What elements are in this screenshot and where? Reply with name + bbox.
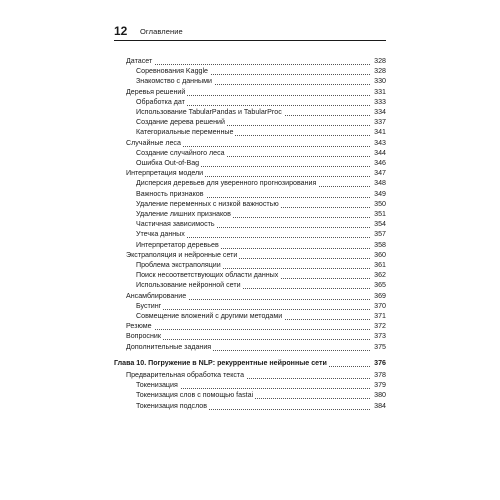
toc-entry-page: 361 <box>374 261 386 269</box>
toc-entry-page: 360 <box>374 250 386 259</box>
toc-entry <box>114 251 386 260</box>
toc-entry-page: 343 <box>374 138 386 147</box>
toc-entry-title: Дисперсия деревьев для уверенного прогнозирования <box>136 179 317 188</box>
toc-entry <box>114 371 386 380</box>
toc-entry <box>114 88 386 97</box>
toc-entry <box>114 159 386 168</box>
toc-entry-title: Использование TabularPandas и TabularProc <box>136 108 282 116</box>
toc-entry-page: 347 <box>374 169 386 178</box>
toc-entry-page: 373 <box>374 332 386 341</box>
toc-entry-title: Интерпретатор деревьев <box>136 240 219 249</box>
toc-entry-title: Интерпретация модели <box>126 169 204 178</box>
toc-entry-title: Использование нейронной сети <box>136 281 241 290</box>
toc-entry-title: Случайные леса <box>126 138 181 147</box>
toc-entry-title: Знакомство с данными <box>136 77 212 86</box>
toc-entry <box>114 271 386 280</box>
toc-entry <box>114 149 386 158</box>
toc-entry-page: 334 <box>374 108 386 116</box>
dot-leader <box>126 63 370 65</box>
toc-entry-title: Деревья решений <box>126 87 186 96</box>
toc-entry <box>114 391 386 400</box>
toc-entry-title: Совмещение вложений с другими методами <box>136 312 283 320</box>
toc-entry-page: 376 <box>374 358 386 367</box>
toc-entry <box>114 281 386 290</box>
toc-entry-page: 346 <box>374 159 386 167</box>
toc-entry-title: Соревнования Kaggle <box>136 67 209 76</box>
toc-entry-page: 341 <box>374 128 386 137</box>
toc-entry-title: Ансамблирование <box>126 291 187 300</box>
toc-entry <box>114 67 386 76</box>
toc-entry-page: 354 <box>374 220 386 229</box>
toc-entry <box>114 169 386 178</box>
page-header <box>114 26 386 41</box>
toc-entry-title: Резюме <box>126 322 152 331</box>
toc-entry-page: 378 <box>374 371 386 379</box>
dot-leader <box>126 328 370 330</box>
toc-entry-page: 369 <box>374 291 386 300</box>
toc-entry <box>114 118 386 127</box>
toc-entry-title: Проблема экстраполяции <box>136 261 221 269</box>
toc-entry-page: 371 <box>374 312 386 320</box>
toc-entry-title: Вопросник <box>126 332 161 341</box>
toc-entry-title: Создание случайного леса <box>136 148 225 157</box>
toc-entry-page: 328 <box>374 57 386 65</box>
toc-entry <box>114 381 386 390</box>
toc-entry-title: Токенизация слов с помощью fastai <box>136 391 254 400</box>
running-head: Оглавление <box>140 27 183 36</box>
toc-entry-page: 333 <box>374 97 386 106</box>
toc-entry <box>114 261 386 270</box>
toc-entry <box>114 343 386 352</box>
toc-entry-title: Категориальные переменные <box>136 128 234 137</box>
toc-entry <box>114 312 386 321</box>
toc-entry-title: Важность признаков <box>136 189 204 198</box>
toc-entry <box>114 241 386 250</box>
toc-entry-title: Создание дерева решений <box>136 118 225 127</box>
toc-entry-title: Удаление переменных с низкой важностью <box>136 199 279 208</box>
toc-entry-title: Удаление лишних признаков <box>136 210 231 218</box>
toc-entry <box>114 77 386 86</box>
page-number: 12 <box>114 24 128 38</box>
toc-entry <box>114 139 386 148</box>
toc-entry-title: Обработка дат <box>136 97 185 106</box>
toc-entry-page: 348 <box>374 179 386 188</box>
toc-entry <box>114 98 386 107</box>
toc-entry-page: 330 <box>374 77 386 86</box>
toc-entry-page: 375 <box>374 342 386 351</box>
toc-entry-title: Токенизация <box>136 381 178 390</box>
toc-entry-page: 362 <box>374 271 386 280</box>
toc-entry-page: 350 <box>374 199 386 208</box>
toc-entry-title: Токенизация подслов <box>136 401 208 410</box>
toc-entry-page: 337 <box>374 118 386 127</box>
toc-entry <box>114 210 386 219</box>
toc-entry-title: Частичная зависимость <box>136 220 215 229</box>
toc-entry <box>114 332 386 341</box>
toc-entry-title: Ошибка Out-of-Bag <box>136 159 200 167</box>
toc-entry-title: Дополнительные задания <box>126 342 212 351</box>
toc-entry-title: Экстраполяция и нейронные сети <box>126 250 238 259</box>
toc-entry-page: 365 <box>374 281 386 290</box>
toc-entry-title: Утечка данных <box>136 230 185 239</box>
toc-entry <box>114 230 386 239</box>
toc-entry <box>114 57 386 66</box>
toc-entry-page: 358 <box>374 240 386 249</box>
toc-entry-title: Глава 10. Погружение в NLP: рекуррентные нейронные сети <box>114 358 327 367</box>
toc-entry <box>114 190 386 199</box>
toc-entry <box>114 322 386 331</box>
toc-entry-page: 372 <box>374 322 386 331</box>
toc-entry <box>114 302 386 311</box>
toc-entry <box>114 402 386 411</box>
toc-entry-page: 384 <box>374 401 386 410</box>
toc-entry-page: 349 <box>374 189 386 198</box>
toc-entry <box>114 292 386 301</box>
toc-entry-page: 344 <box>374 148 386 157</box>
toc-entry-title: Датасет <box>126 57 153 65</box>
toc-chapter-entry <box>114 359 386 368</box>
toc-entry-page: 379 <box>374 381 386 390</box>
toc-entry-page: 328 <box>374 67 386 76</box>
toc-entry-page: 380 <box>374 391 386 400</box>
toc-entry-page: 331 <box>374 87 386 96</box>
toc-entry <box>114 128 386 137</box>
toc-entry <box>114 200 386 209</box>
toc-entry-title: Бустинг <box>136 301 162 310</box>
toc-entry-page: 357 <box>374 230 386 239</box>
toc-entry <box>114 220 386 229</box>
toc-entry-page: 370 <box>374 301 386 310</box>
toc-entry-title: Поиск несоответствующих области данных <box>136 271 279 280</box>
toc-entry <box>114 179 386 188</box>
toc-entry-page: 351 <box>374 210 386 218</box>
dot-leader <box>136 308 370 310</box>
toc-entry <box>114 108 386 117</box>
toc-entry-title: Предварительная обработка текста <box>126 371 245 379</box>
